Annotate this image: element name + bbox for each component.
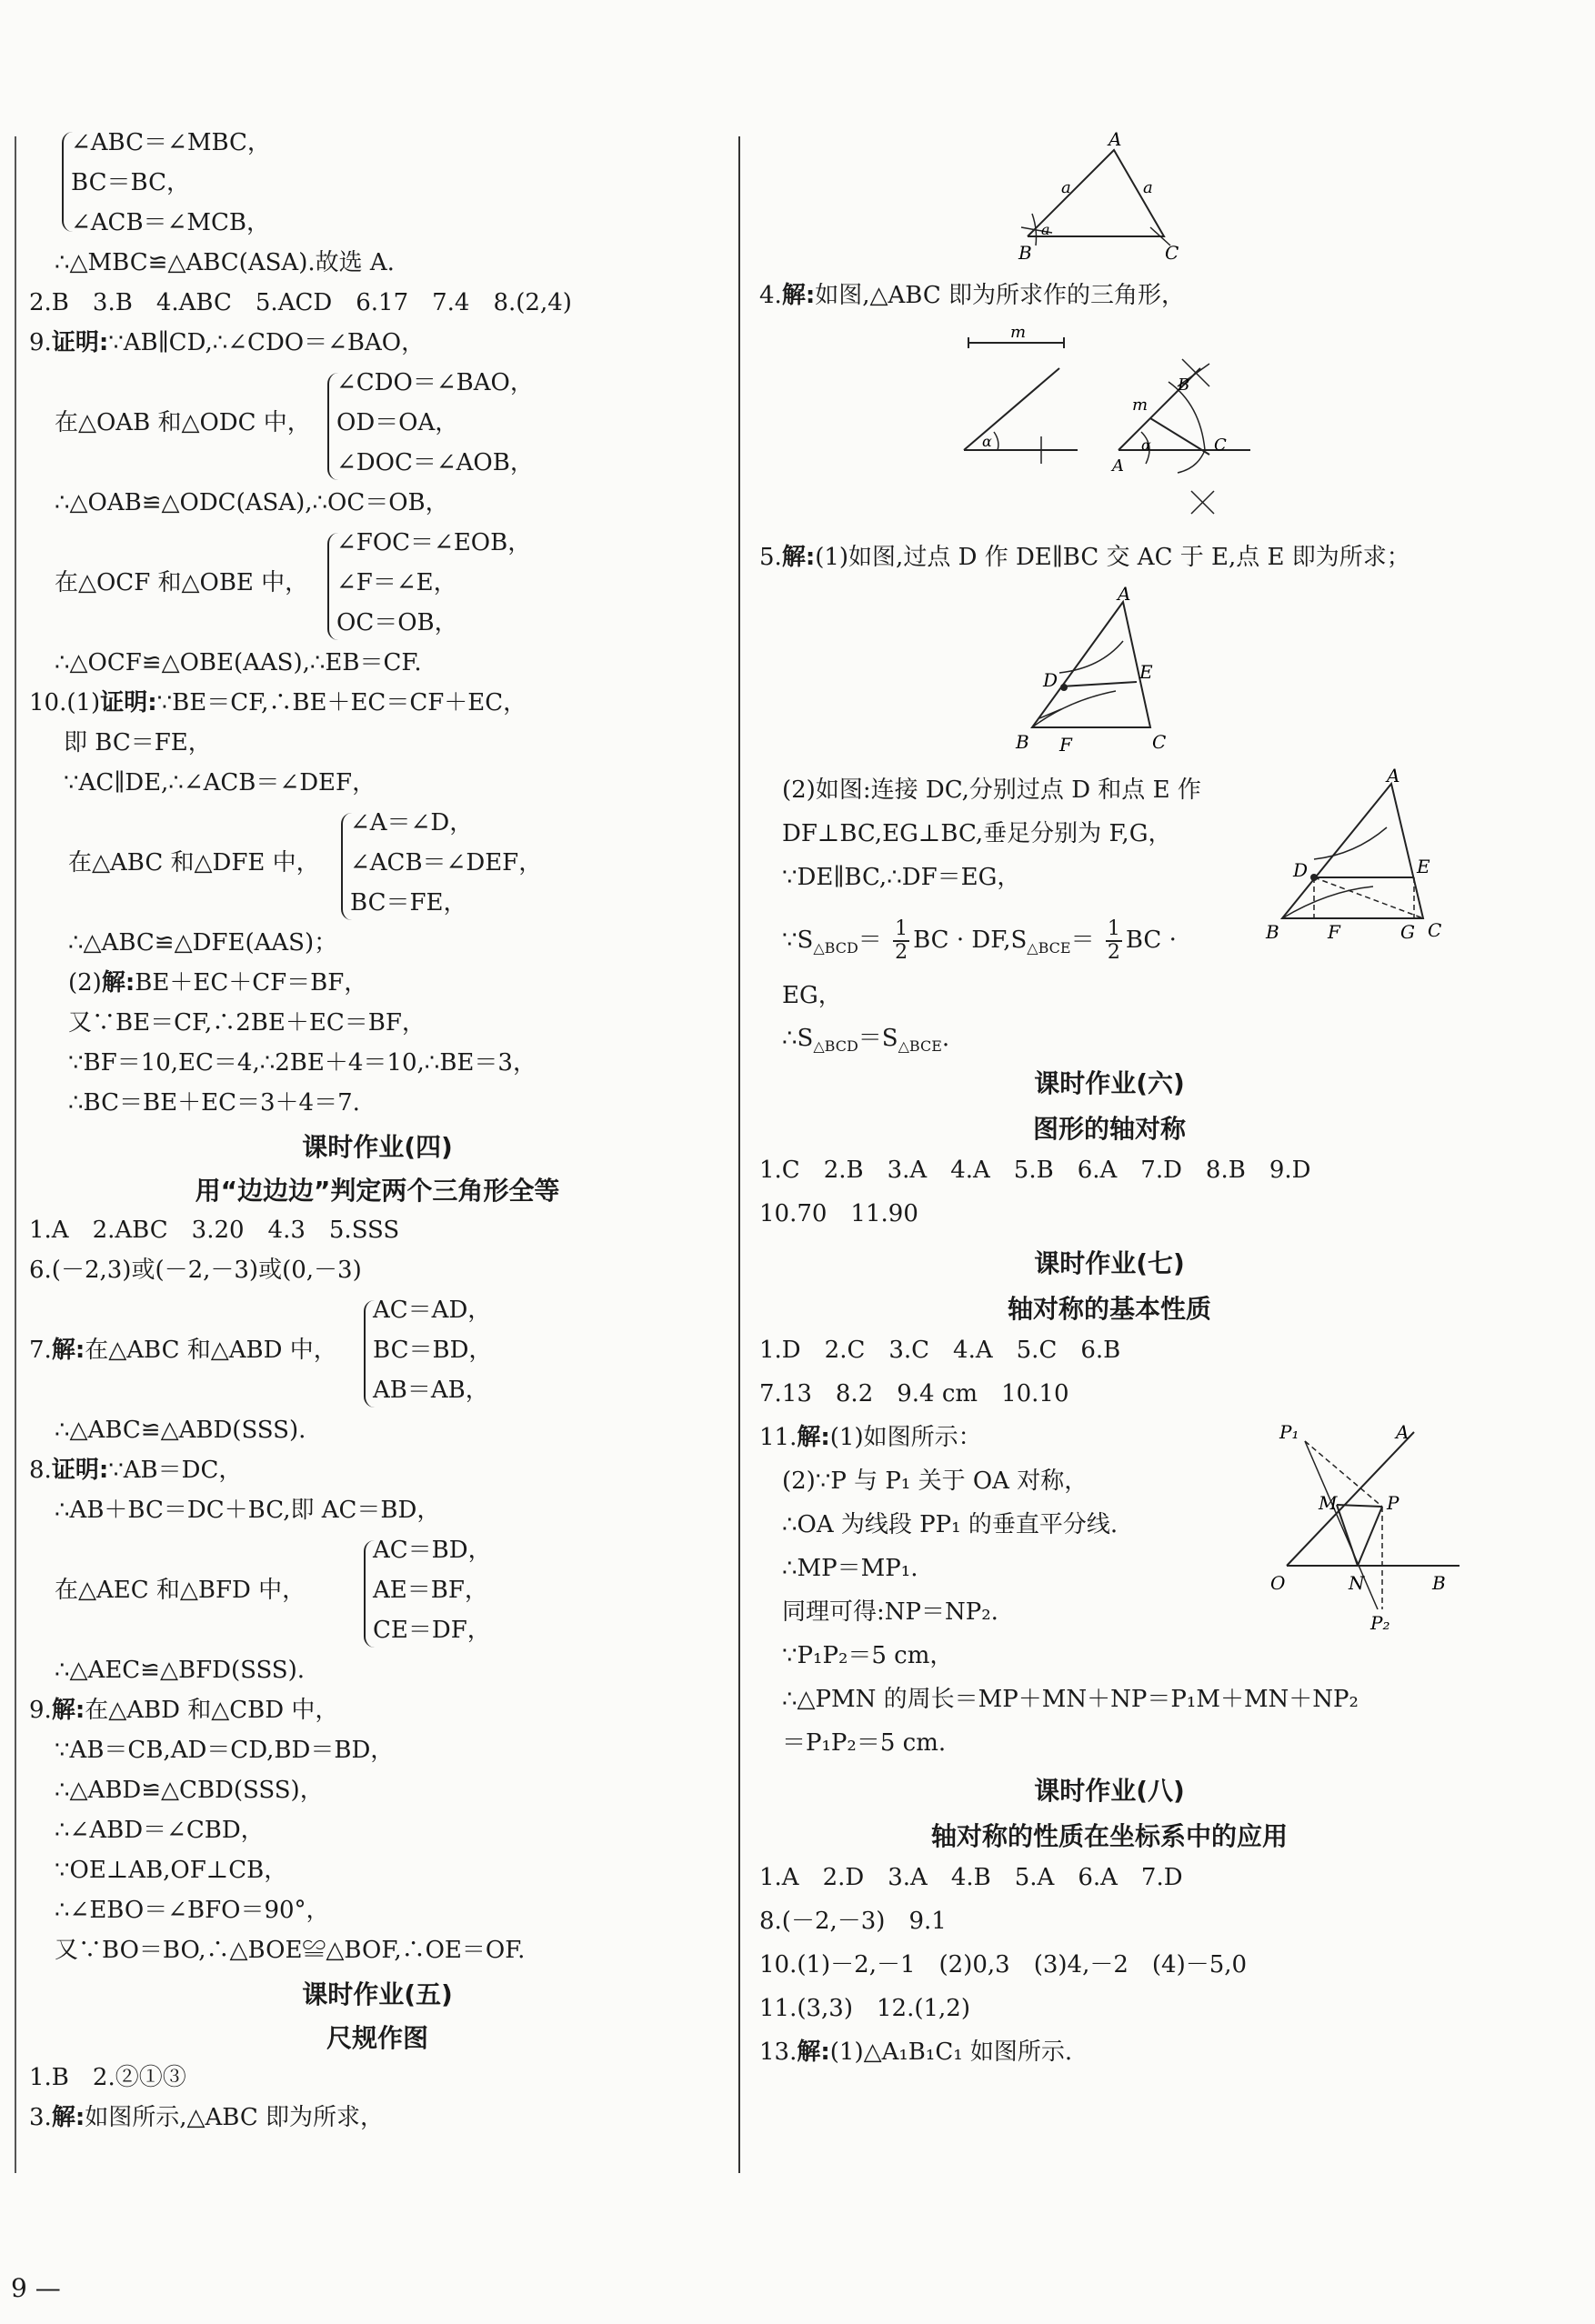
label-C: C [1165, 242, 1179, 264]
answer-line: 6.(－2,3)或(－2,－3)或(0,－3) [29, 1257, 362, 1284]
text: (2) [68, 969, 102, 997]
text-line [29, 1335, 337, 1366]
label-B: B [1178, 376, 1190, 395]
section-subtitle: 图形的轴对称 [1032, 1114, 1186, 1144]
text-line [759, 542, 1410, 573]
text-line: ∠ACB＝∠DEF， [350, 849, 543, 877]
text-line [29, 1455, 242, 1486]
answer-line: 1.C 2.B 3.A 4.A 5.B 6.A 7.D 8.B 9.D [759, 1157, 1311, 1184]
label-N: N [1349, 1572, 1365, 1594]
text: 9. [29, 1697, 52, 1724]
label-B: B [1018, 242, 1032, 264]
section-title: 课时作业(八) [1034, 1776, 1185, 1806]
figure-3-triangle [1005, 127, 1187, 264]
label-M: M [1319, 1492, 1338, 1514]
label-alpha: α [1141, 436, 1151, 454]
label-C: C [1214, 436, 1227, 455]
text-line: ＝P₁P₂＝5 cm. [782, 1729, 947, 1757]
answer-line: 10.(1)－2,－1 (2)0,3 (3)4,－2 (4)－5,0 [759, 1951, 1248, 1978]
text-line: DF⊥BC,EG⊥BC,垂足分别为 F,G， [782, 820, 1172, 847]
text-line: ∠ACB＝∠MCB， [71, 209, 270, 236]
answer-line: 1.D 2.C 3.C 4.A 5.C 6.B [759, 1337, 1121, 1364]
section-subtitle: 用“边边边”判定两个三角形全等 [195, 1176, 560, 1206]
solution-label: 解: [51, 1697, 85, 1724]
page-number: 9 — [11, 2273, 61, 2303]
label-E: E [1139, 661, 1153, 683]
text: 11. [759, 1424, 798, 1451]
text: 在△ABC 和△ABD 中， [85, 1337, 337, 1364]
text: BE＋EC＋CF＝BF， [135, 969, 368, 997]
text-line: BC＝BC， [71, 169, 190, 196]
text-line [759, 1422, 982, 1453]
text-line: 在△OAB 和△ODC 中， [55, 409, 311, 436]
text-line: ∵AB＝CB,AD＝CD,BD＝BD， [55, 1737, 395, 1764]
text-line: EG， [782, 982, 842, 1009]
text-line [68, 967, 367, 998]
section-subtitle: 尺规作图 [326, 2023, 428, 2053]
answer-line: 2.B 3.B 4.ABC 5.ACD 6.17 7.4 8.(2,4) [29, 289, 572, 316]
text-line: 在△AEC 和△BFD 中， [55, 1577, 306, 1604]
answer-line: 1.A 2.D 3.A 4.B 5.A 6.A 7.D [759, 1864, 1183, 1891]
text-line: ∵P₁P₂＝5 cm， [782, 1642, 954, 1669]
text-line: AC＝BD， [373, 1537, 492, 1564]
label-m: m [1132, 396, 1149, 415]
label-P2: P₂ [1370, 1612, 1390, 1634]
text: 8. [29, 1457, 52, 1484]
label-G: G [1400, 921, 1415, 943]
text-line: ∠ABC＝∠MBC， [71, 129, 271, 156]
text: 9. [29, 329, 52, 356]
solution-label: 解: [51, 1337, 85, 1364]
section-subtitle: 轴对称的性质在坐标系中的应用 [930, 1821, 1288, 1851]
text-line: 即 BC＝FE， [64, 729, 212, 756]
solution-label: 解: [51, 2104, 85, 2131]
text-line: 在△OCF 和△OBE 中， [55, 569, 309, 596]
answer-line: 8.(－2,－3) 9.1 [759, 1908, 947, 1935]
text-line: ∴△ABC≌△ABD(SSS). [55, 1417, 306, 1444]
label-A: A [1112, 456, 1124, 476]
numerator: 1 [1107, 917, 1120, 940]
text-line: ∴MP＝MP₁. [782, 1555, 918, 1582]
solution-label: 解: [797, 2039, 830, 2066]
subscript: △BCE [1027, 939, 1071, 957]
subscript: △BCD [813, 1037, 858, 1056]
label-B: B [1016, 731, 1029, 753]
text-line [759, 2037, 1072, 2068]
text-line: BC＝BD， [373, 1337, 493, 1364]
text-line: 又∵BO＝BO,∴△BOE≌△BOF,∴OE＝OF. [55, 1937, 526, 1964]
text-line: ∠F＝∠E， [336, 569, 457, 596]
label-A: A [1118, 583, 1131, 605]
text: ∵AB＝DC， [108, 1457, 243, 1484]
text: BC · DF,S [913, 927, 1028, 954]
label-F: F [1328, 921, 1340, 943]
text-line [782, 1023, 949, 1062]
text-line: ∴△MBC≌△ABC(ASA).故选 A. [55, 249, 395, 276]
text-line: ∴△ABC≌△DFE(AAS)； [68, 929, 338, 957]
text-line: 在△ABC 和△DFE 中， [68, 849, 320, 877]
label-F: F [1059, 734, 1072, 756]
text: (1)如图,过点 D 作 DE∥BC 交 AC 于 E,点 E 即为所求； [815, 544, 1410, 571]
section-title: 课时作业(四) [302, 1132, 453, 1162]
page-number-value: 9 [11, 2273, 27, 2303]
label-A: A [1108, 128, 1122, 150]
figure-11-reflection [1269, 1418, 1469, 1637]
figure-5a-triangle [1014, 582, 1214, 764]
section-subtitle: 轴对称的基本性质 [1007, 1294, 1211, 1324]
text-line: ∴△PMN 的周长＝MP＋MN＋NP＝P₁M＋MN＋NP₂ [782, 1686, 1359, 1713]
text-line: AC＝AD， [373, 1297, 492, 1324]
text-line: ∴△AEC≌△BFD(SSS). [55, 1657, 306, 1684]
text: ∵AB∥CD,∴∠CDO＝∠BAO， [108, 329, 426, 356]
proof-label: 证明: [51, 329, 109, 356]
label-B: B [1266, 921, 1279, 943]
section-title: 课时作业(六) [1034, 1068, 1185, 1098]
fraction [1106, 918, 1122, 964]
text-line: ∵DE∥BC,∴DF＝EG， [782, 864, 1021, 891]
text-line: CE＝DF， [373, 1617, 491, 1644]
text: 4. [759, 282, 782, 309]
text: (1)如图所示： [829, 1424, 982, 1451]
text: . [941, 1025, 950, 1052]
label-a: a [1061, 178, 1071, 197]
text-line: ∠DOC＝∠AOB， [336, 449, 534, 476]
text-line: ∴OA 为线段 PP₁ 的垂直平分线. [782, 1511, 1119, 1538]
text-line: ∠CDO＝∠BAO， [336, 369, 534, 396]
text-line: 又∵BE＝CF,∴2BE＋EC＝BF， [68, 1009, 426, 1037]
text: (1)△A₁B₁C₁ 如图所示. [829, 2039, 1073, 2066]
label-A: A [1387, 765, 1400, 786]
section-title: 课时作业(五) [302, 1979, 453, 2009]
text: 如图,△ABC 即为所求作的三角形， [815, 282, 1186, 309]
text: 13. [759, 2039, 798, 2066]
solution-label: 解: [781, 282, 816, 309]
text: ∵BE＝CF,∴BE＋EC＝CF＋EC， [156, 689, 527, 716]
text-line: ∴△OCF≌△OBE(AAS),∴EB＝CF. [55, 649, 422, 676]
label-P: P [1387, 1492, 1399, 1514]
text: ＝ [1070, 927, 1095, 954]
text-line: 同理可得:NP＝NP₂. [782, 1598, 998, 1626]
label-C: C [1428, 919, 1442, 941]
solution-label: 解: [797, 1424, 830, 1451]
text: ∵S [782, 927, 814, 954]
answer-line: 1.B 2.②①③ [29, 2064, 186, 2091]
text-line: ∠A＝∠D， [350, 809, 474, 836]
label-m: m [1010, 323, 1027, 342]
label-a: a [1143, 178, 1153, 197]
text-line: OC＝OB， [336, 609, 458, 636]
text-line: ∵BF＝10,EC＝4,∴2BE＋4＝10,∴BE＝3， [68, 1049, 537, 1077]
text: 10.(1) [29, 689, 101, 716]
text: ∴S [782, 1025, 814, 1052]
text-line: ∴∠ABD＝∠CBD， [55, 1817, 265, 1844]
label-D: D [1293, 859, 1309, 881]
label-B: B [1432, 1572, 1446, 1594]
figure-4-construction [950, 323, 1369, 527]
text: 在△ABD 和△CBD 中， [85, 1697, 339, 1724]
label-O: O [1270, 1572, 1286, 1594]
text-line [759, 280, 1185, 311]
label-C: C [1152, 731, 1167, 753]
label-P1: P₁ [1279, 1421, 1299, 1443]
text: 如图所示,△ABC 即为所求， [85, 2104, 385, 2131]
label-alpha: α [982, 433, 992, 450]
text-line: AE＝BF， [373, 1577, 488, 1604]
answer-line: 1.A 2.ABC 3.20 4.3 5.SSS [29, 1217, 400, 1244]
answer-line: 11.(3,3) 12.(1,2) [759, 1995, 970, 2022]
text-line: ∴BC＝BE＋EC＝3＋4＝7. [68, 1089, 360, 1117]
subscript: △BCE [898, 1037, 942, 1056]
text-line: ∴∠EBO＝∠BFO＝90°， [55, 1897, 330, 1924]
label-a: a [1041, 221, 1050, 238]
problem-10-line [29, 687, 527, 718]
text: 5. [759, 544, 782, 571]
text-line: ∴AB＋BC＝DC＋BC,即 AC＝BD， [55, 1497, 441, 1524]
text-line [29, 2102, 384, 2133]
left-margin-rule [15, 136, 16, 2173]
problem-9-line [29, 327, 425, 358]
text-line: ∴△OAB≌△ODC(ASA),∴OC＝OB， [55, 489, 449, 516]
denominator: 2 [895, 941, 908, 964]
text-line: BC＝FE， [350, 889, 467, 917]
text-line: OD＝OA， [336, 409, 459, 436]
text-line: (2)如图:连接 DC,分别过点 D 和点 E 作 [782, 776, 1201, 804]
text-line: ∵OE⊥AB,OF⊥CB， [55, 1857, 288, 1884]
text: 7. [29, 1337, 52, 1364]
text-line: ∠FOC＝∠EOB， [336, 529, 532, 556]
figure-5b-triangle [1264, 764, 1482, 946]
answer-line: 10.70 11.90 [759, 1200, 918, 1227]
proof-label: 证明: [51, 1457, 109, 1484]
text: 3. [29, 2104, 52, 2131]
section-title: 课时作业(七) [1034, 1248, 1185, 1278]
text: ＝ [858, 927, 882, 954]
area-formula-line [782, 918, 1177, 964]
column-divider [738, 136, 740, 2173]
solution-label: 解: [101, 969, 135, 997]
fraction [893, 918, 909, 964]
text-line: (2)∵P 与 P₁ 关于 OA 对称， [782, 1468, 1088, 1495]
proof-label: 证明: [100, 689, 157, 716]
text: BC · [1125, 927, 1177, 954]
answer-line: 7.13 8.2 9.4 cm 10.10 [759, 1380, 1069, 1407]
subscript: △BCD [813, 939, 858, 957]
solution-label: 解: [781, 544, 816, 571]
label-E: E [1417, 856, 1430, 877]
text-line: ∴△ABD≌△CBD(SSS)， [55, 1777, 324, 1804]
text-line [29, 1695, 338, 1726]
label-A: A [1396, 1421, 1409, 1443]
denominator: 2 [1107, 941, 1120, 964]
text: ＝S [858, 1025, 898, 1052]
text-line: ∵AC∥DE,∴∠ACB＝∠DEF， [64, 769, 376, 796]
numerator: 1 [895, 917, 908, 940]
label-D: D [1043, 669, 1058, 691]
text-line: AB＝AB， [373, 1377, 489, 1404]
